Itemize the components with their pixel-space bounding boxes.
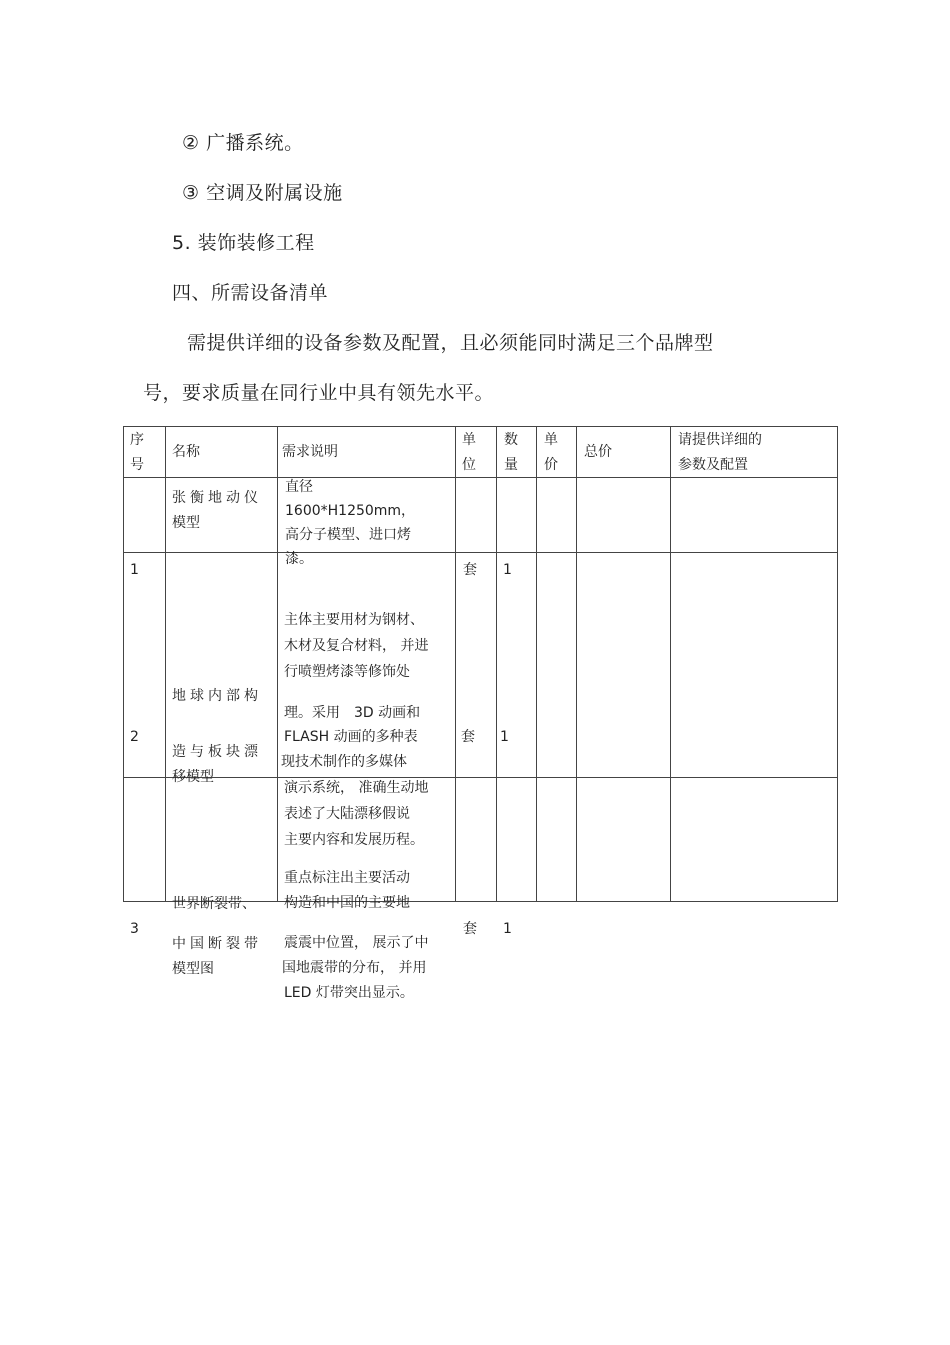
row2-unit: 套 xyxy=(461,729,475,745)
row2-desc-line6: 现技术制作的多媒体 xyxy=(281,754,407,770)
row3-desc-line3: 震震中位置， 展示了中 xyxy=(284,935,429,951)
row2-name-line3: 移模型 xyxy=(172,769,214,785)
row3-seq: 3 xyxy=(130,921,139,937)
row1-unit: 套 xyxy=(463,562,477,578)
row2-desc-line3: 行喷塑烤漆等修饰处 xyxy=(284,664,410,680)
header-qty-line2: 量 xyxy=(504,457,518,473)
row1-desc-line1: 直径 xyxy=(285,479,313,495)
row2-seq: 2 xyxy=(130,729,139,745)
header-unit-line2: 位 xyxy=(462,457,476,473)
intro-line-2: 号，要求质量在同行业中具有领先水平。 xyxy=(143,382,495,404)
row1-seq: 1 xyxy=(130,562,139,578)
header-seq-line2: 号 xyxy=(130,457,144,473)
header-params xyxy=(678,428,762,478)
header-price-line2: 价 xyxy=(544,457,558,473)
row1-qty: 1 xyxy=(503,562,512,578)
row2-desc-line5: FLASH 动画的多种表 xyxy=(284,729,418,745)
row2-name-line2: 造与板块漂 xyxy=(172,744,262,760)
row2-desc-line1: 主体主要用材为钢材、 xyxy=(284,612,424,628)
row1-name-line1: 张衡地动仪 xyxy=(172,490,262,506)
row3-unit: 套 xyxy=(463,921,477,937)
row2-desc-line4: 理。采用 3D 动画和 xyxy=(284,705,421,721)
header-seq xyxy=(130,428,144,478)
row3-name xyxy=(172,892,262,982)
row1-desc-line2: 1600*H1250mm， xyxy=(285,503,416,519)
row2-qty: 1 xyxy=(500,729,509,745)
row3-qty: 1 xyxy=(503,921,512,937)
row3-desc xyxy=(284,866,428,1006)
list-item-aircon: ③ 空调及附属设施 xyxy=(182,182,343,204)
header-params-line2: 参数及配置 xyxy=(678,457,748,473)
row3-name-line2: 中国断裂带 xyxy=(172,936,262,952)
row2-name-line1: 地球内部构 xyxy=(172,688,262,704)
row1-name xyxy=(172,486,262,536)
header-desc: 需求说明 xyxy=(282,444,338,460)
row3-desc-line5: LED 灯带突出显示。 xyxy=(284,985,414,1001)
list-item-decoration: 5. 装饰装修工程 xyxy=(172,232,315,254)
intro-line-1: 需提供详细的设备参数及配置，且必须能同时满足三个品牌型 xyxy=(187,332,714,354)
row3-desc-line1: 重点标注出主要活动 xyxy=(284,870,410,886)
header-name: 名称 xyxy=(172,444,200,460)
row1-desc-line4: 漆。 xyxy=(285,551,313,567)
row1-desc-line3: 高分子模型、进口烤 xyxy=(285,527,411,543)
row2-desc-line9: 主要内容和发展历程。 xyxy=(284,832,424,848)
row2-desc-line8: 表述了大陆漂移假说 xyxy=(284,806,410,822)
row3-desc-line4: 国地震带的分布， 并用 xyxy=(282,960,427,976)
row3-desc-line2: 构造和中国的主要地 xyxy=(284,895,410,911)
row1-desc xyxy=(285,475,415,571)
header-unit-price xyxy=(544,428,558,478)
row3-name-line1: 世界断裂带、 xyxy=(172,896,256,912)
row1-name-line2: 模型 xyxy=(172,515,200,531)
header-params-line1: 请提供详细的 xyxy=(678,432,762,448)
section-title: 四、所需设备清单 xyxy=(172,282,329,304)
header-qty xyxy=(504,428,518,478)
row3-name-line3: 模型图 xyxy=(172,961,214,977)
header-qty-line1: 数 xyxy=(504,432,518,448)
header-total: 总价 xyxy=(584,444,612,460)
list-item-broadcast: ② 广播系统。 xyxy=(182,132,304,154)
header-unit-line1: 单 xyxy=(462,432,476,448)
row2-desc-line7: 演示系统， 准确生动地 xyxy=(284,780,429,796)
header-price-line1: 单 xyxy=(544,432,558,448)
row2-desc-line2: 木材及复合材料， 并进 xyxy=(284,638,429,654)
header-seq-line1: 序 xyxy=(130,432,144,448)
row2-name xyxy=(172,684,262,790)
header-unit xyxy=(462,428,476,478)
row2-desc xyxy=(281,607,429,853)
